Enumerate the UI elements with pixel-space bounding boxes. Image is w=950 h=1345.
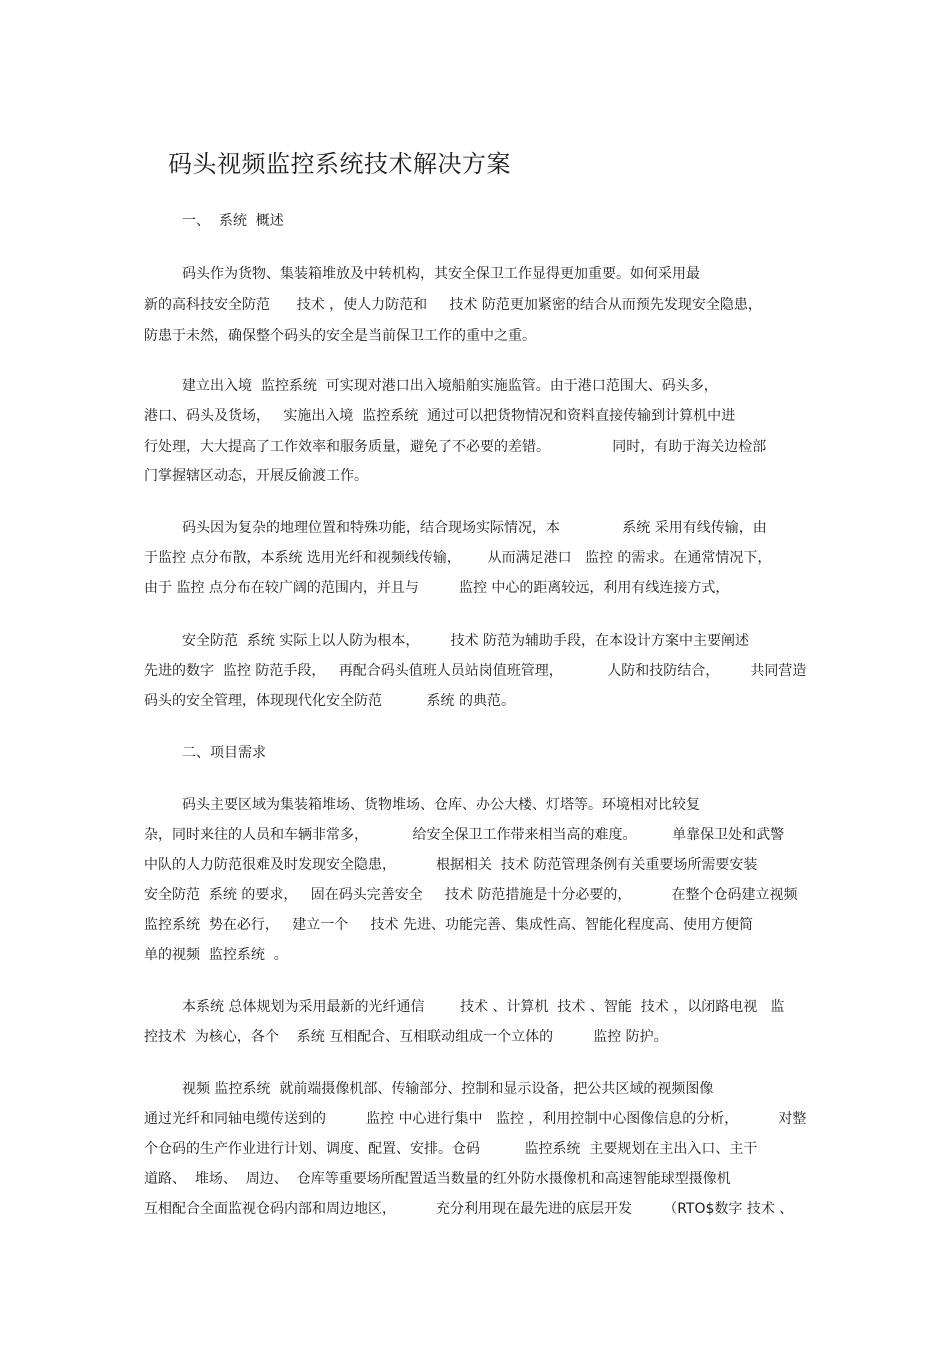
paragraph-line: 于监控 点分布散，本系统 选用光纤和视频线传输， 从而满足港口 监控 的需求。在通常情况下， [144,550,772,566]
paragraph-line: 建立出入境 监控系统 可实现对港口出入境船舶实施监管。由于港口范围大、码头多， [182,378,718,394]
paragraph-line: 行处理，大大提高了工作效率和服务质量，避免了不必要的差错。 同时，有助于海关边检部 [144,439,767,455]
paragraph-line: 防患于未然，确保整个码头的安全是当前保卫工作的重中之重。 [144,328,536,344]
paragraph-line: 本系统 总体规划为采用最新的光纤通信 技术 、计算机 技术 、智能 技术 ，以闭路电视 监 [182,999,785,1015]
paragraph-line: 新的高科技安全防范 技术 ，使人力防范和 技术 防范更加紧密的结合从而预先发现安全隐患， [144,297,762,313]
paragraph-line: 杂，同时来往的人员和车辆非常多， 给安全保卫工作带来相当高的难度。 单靠保卫处和武警 [144,827,785,843]
paragraph-line: 港口、码头及货场， 实施出入境 监控系统 通过可以把货物情况和资料直接传输到计算机中进 [144,408,736,424]
paragraph-line: 单的视频 监控系统 。 [144,947,288,963]
paragraph-line: 安全防范 系统 的要求， 固在码头完善安全 技术 防范措施是十分必要的， 在整个仓码建立视频 [144,887,798,903]
paragraph-line: 控技术 为核心，各个 系统 互相配合、互相联动组成一个立体的 监控 防护。 [144,1029,668,1045]
paragraph-line: 互相配合全面监视仓码内部和周边地区， 充分利用现在最先进的底层开发 （RTO$数字 技术 、 [144,1201,794,1217]
paragraph-line: 先进的数字 监控 防范手段， 再配合码头值班人员站岗值班管理， 人防和技防结合， 共同营造 [144,663,807,679]
paragraph-line: 监控系统 势在必行， 建立一个 技术 先进、功能完善、集成性高、智能化程度高、使用方便简 [144,917,753,933]
page-title: 码头视频监控系统技术解决方案 [168,150,511,178]
paragraph-line: 安全防范 系统 实际上以人防为根本， 技术 防范为辅助手段，在本设计方案中主要阐述 [182,633,749,649]
paragraph-line: 门掌握辖区动态，开展反偷渡工作。 [144,468,368,484]
paragraph-line: 码头的安全管理，体现现代化安全防范 系统 的典范。 [144,693,515,709]
section-heading-requirements: 二、项目需求 [182,745,266,761]
paragraph-line: 个仓码的生产作业进行计划、调度、配置、安排。仓码 监控系统 主要规划在主出入口、主干 [144,1141,758,1157]
paragraph-line: 道路、 堆场、 周边、 仓库等重要场所配置适当数量的红外防水摄像机和高速智能球型摄像机 [144,1171,731,1187]
paragraph-line: 由于 监控 点分布在较广阔的范围内，并且与 监控 中心的距离较远，利用有线连接方式， [144,580,730,596]
paragraph-line: 通过光纤和同轴电缆传送到的 监控 中心进行集中 监控 ，利用控制中心图像信息的分析， 对整 [144,1111,807,1127]
paragraph-line: 视频 监控系统 就前端摄像机部、传输部分、控制和显示设备，把公共区域的视频图像 [182,1081,714,1097]
paragraph-line: 码头作为货物、集装箱堆放及中转机构，其安全保卫工作显得更加重要。如何采用最 [182,266,700,282]
paragraph-line: 码头因为复杂的地理位置和特殊功能，结合现场实际情况，本 系统 采用有线传输，由 [182,520,767,536]
section-heading-overview: 一、 系统 概述 [182,213,284,229]
paragraph-line: 码头主要区域为集装箱堆场、货物堆场、仓库、办公大楼、灯塔等。环境相对比较复 [182,797,700,813]
paragraph-line: 中队的人力防范很难及时发现安全隐患， 根据相关 技术 防范管理条例有关重要场所需要安装 [144,857,758,873]
